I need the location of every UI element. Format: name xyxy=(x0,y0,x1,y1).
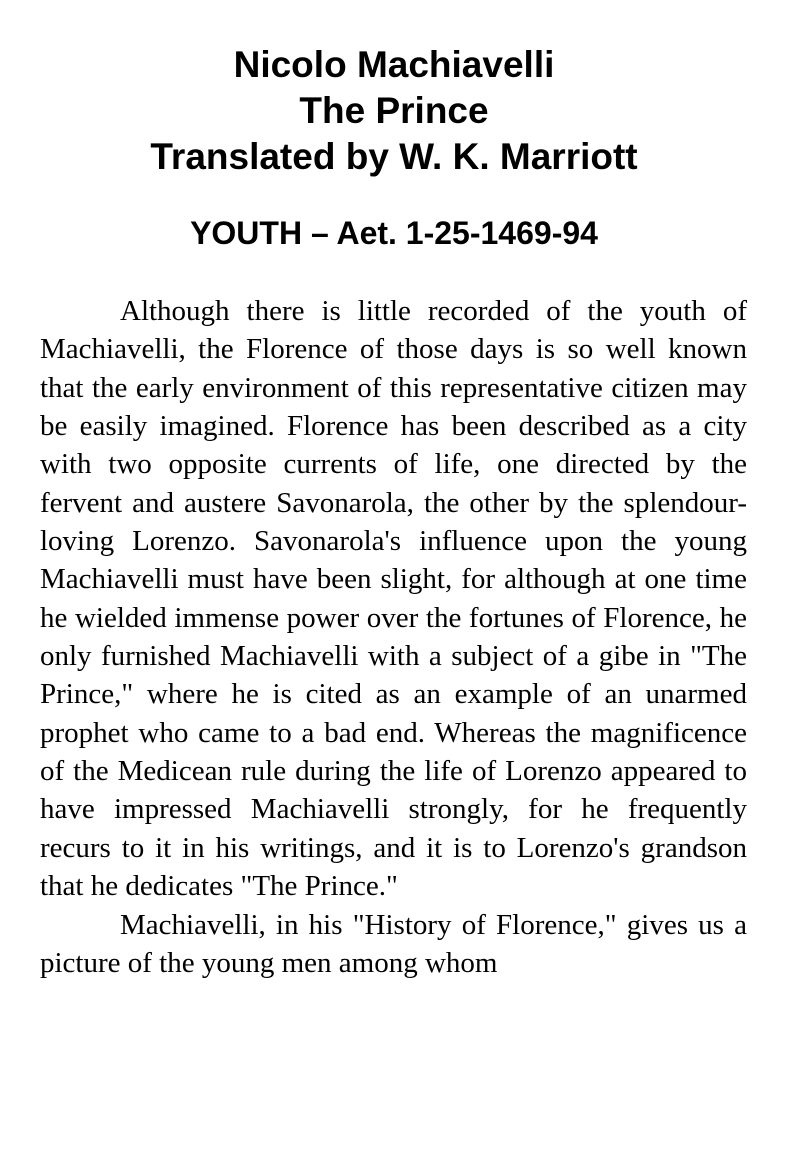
paragraph-1: Although there is little recorded of the youth of Machiavelli, the Florence of those days is so well known that the early environment of this representative citizen may be easily imagined. Florence has been described as a city with two opposite currents of life, one directed by the fervent and austere Savonarola, the other by the splendour-loving Lorenzo. Savonarola's influence upon the young Machiavelli must have been slight, for although at one time he wielded immense power over the fortunes of Florence, he only furnished Machiavelli with a subject of a gibe in "The Prince," where he is cited as an example of an unarmed prophet who came to a bad end. Whereas the magnificence of the Medicean rule during the life of Lorenzo appeared to have impressed Machiavelli strongly, for he frequently recurs to it in his writings, and it is to Lorenzo's grandson that he dedicates "The Prince." xyxy=(40,295,747,903)
title-translator: Translated by W. K. Marriott xyxy=(150,136,638,177)
title-work: The Prince xyxy=(299,90,489,131)
document-title xyxy=(0,42,788,180)
body-text xyxy=(40,292,747,982)
paragraph-2: Machiavelli, in his "History of Florence," gives us a picture of the young men among whom xyxy=(40,908,747,979)
section-heading: YOUTH – Aet. 1-25-1469-94 xyxy=(190,215,598,251)
title-author: Nicolo Machiavelli xyxy=(233,44,555,85)
